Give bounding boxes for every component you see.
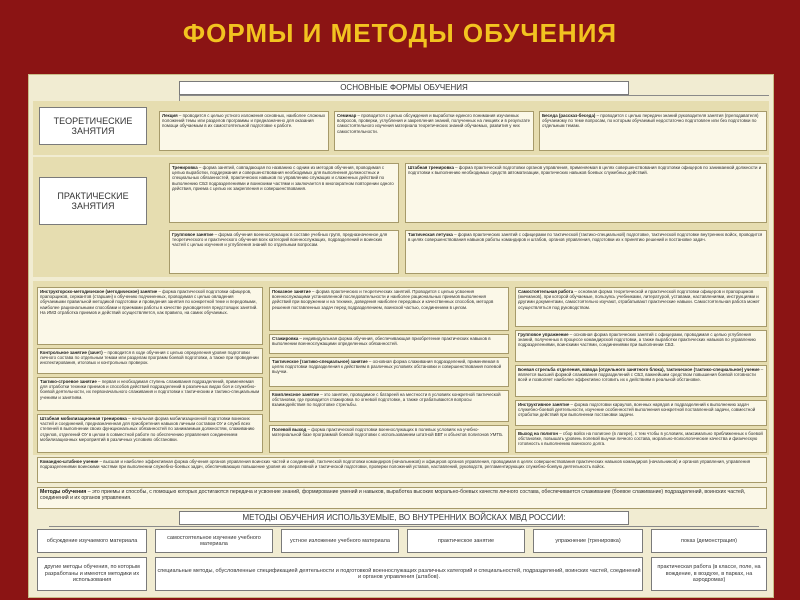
item-title: Тренировка (172, 165, 198, 170)
method-oral: устное изложение учебного материала (281, 529, 399, 553)
connector-line (49, 526, 759, 527)
item-title: Методы обучения (40, 489, 87, 495)
item-text: – форма практической подготовки органов управления, применяемая в целях совершенствования подготовки офицеров по занимаемой должности и подготовки к выполнению необходимых средств автоматизации, практических навыков боевых служебных действий. (408, 165, 762, 176)
item-title: Инструктивное занятие (518, 402, 570, 407)
page-title: ФОРМЫ И МЕТОДЫ ОБУЧЕНИЯ (182, 18, 618, 48)
center-complex (269, 390, 509, 422)
method-practical-work: практическая работа (в классе, поле, на вождение, в воздухе, в парках, на аэродромах) (651, 557, 767, 591)
item-text: – проводится с целью обсуждения и выработки единого понимания изучаемых вопросов, проверки, углубления и закрепления знаний, полученных на лекциях и в результате самостоятельного изучения материала теоретических знаний обучаемых, развития у них самостоятельности. (337, 113, 531, 134)
item-text: – это занятие, проводимое с батареей на местности в условиях конкретной тактической обстановки, где проводится стажировка по огневой подготовке, а также отрабатываются вопросы взаимодействия по подготовке стрельбы. (272, 392, 501, 408)
item-text: – индивидуальная форма обучения, обеспечивающая приобретение практических навыков в выполнении военнослужащими определенных обязанностей. (272, 336, 491, 347)
item-title: Беседа (рассказ-беседа) (542, 113, 596, 118)
item-text: – проводится с целью передачи знаний руководителя занятия (преподавателя) обучаемому по теме вопросам, по которым обучаемый недостаточно подготовлен или без подготовки по отдельным темам. (542, 113, 759, 129)
item-text: – основная форма теоретической и практической подготовки офицеров и прапорщиков (мичманов), при которой обучаемые, пользуясь учебниками, литературой, уставами, наставлениями, инструкциями и другими документами, самостоятельно изучают, отрабатывают практические навыки. Самостоятельная работа может осуществляться под руководством. (518, 289, 760, 310)
center-demo (269, 287, 509, 331)
title-band (0, 0, 800, 72)
center-field-exit (269, 425, 509, 453)
method-discussion: обсуждение изучаемого материала (37, 529, 147, 553)
methods-header: МЕТОДЫ ОБУЧЕНИЯ ИСПОЛЬЗУЕМЫЕ, ВО ВНУТРЕННИХ ВОЙСКАХ МВД РОССИИ: (179, 511, 629, 525)
center-internship (269, 334, 509, 354)
item-title: Контрольное занятие (зачет) (40, 350, 103, 355)
right-group-exercise (515, 330, 767, 362)
theoretical-label: ТЕОРЕТИЧЕСКИЕ ЗАНЯТИЯ (39, 107, 147, 145)
forms-header: ОСНОВНЫЕ ФОРМЫ ОБУЧЕНИЯ (179, 81, 629, 95)
left-tactical-drill (37, 377, 263, 411)
item-title: Показное занятие (272, 289, 311, 294)
connector-line (179, 95, 769, 96)
item-text: – форма практических занятий с офицерами по тактической (тактико-специальной) подготовке, тактической подготовке внутренних войск, проводится в целях совершенствования навыков работы командиров и штабов, органов управления, подготовки их к принятию решений и постановке задач. (408, 232, 763, 243)
item-text: – форма подготовки караулов, военных нарядов и подразделений к выполнению задач служебно-боевой деятельности, изучение особенностей выполнения конкретной поставленной задачи, совместной отработки действий при выполнении постановки задачи. (518, 402, 756, 418)
item-title: Полевой выход (272, 427, 307, 432)
right-instructive (515, 400, 767, 426)
left-mobilization (37, 414, 263, 453)
item-title: Комплексное занятие (272, 392, 320, 397)
item-text: – основная форма практических занятий с офицерами, проводимая с целью углубления знаний, полученных в процессе командирской подготовки, а также выработки практических навыков по управлению подразделениями, воинскими частями, соединениями при выполнении СБЗ. (518, 332, 756, 348)
practical-label: ПРАКТИЧЕСКИЕ ЗАНЯТИЯ (39, 177, 147, 225)
methods-definition (37, 487, 767, 509)
item-title: Стажировка (272, 336, 299, 341)
item-title: Командно-штабное учение (40, 459, 99, 464)
method-exercise: упражнение (тренировка) (533, 529, 643, 553)
item-text: – является высшей формой слаживания подразделений с СБЗ, важнейшим средством повышения боевой готовности всей и позволяет наиболее эффективно готовить их к действиям в реальной обстановке. (518, 367, 764, 383)
item-text: – форма обучения военнослужащих в составе учебных групп, предназначенное для теоретического и практического обучения всех категорий военнослужащих, подразделений и воинских частей с целью изучения и углубления знаний по отдельным вопросам. (172, 232, 388, 248)
center-tactical (269, 357, 509, 387)
item-title: Выход на полигон (518, 431, 559, 436)
method-practical: практическое занятие (407, 529, 525, 553)
command-staff-exercise (37, 457, 767, 483)
item-text: – первая и необходимая ступень слаживания подразделений, применяемая для отработки техники приемов и способов действий подразделений в различных видах боя и служебно-боевой деятельности, их первоначального слаживания и подготовки к тактическим и тактико-специальным учениям и занятиям. (40, 379, 260, 400)
left-imz (37, 287, 263, 345)
practical-group (169, 230, 399, 274)
item-title: Штабная тренировка (408, 165, 454, 170)
item-text: – начальная форма мобилизационной подготовки воинских частей и соединений, предназначенная для приобретения навыков личным составом ОУ и служб всех степеней в выполнении своих функциональных обязанностей по занимаемым должностям, слаживанию отделов, отделений ОУ в целом в совместной работе по обеспечению управления соединением мобилизационных мероприятий в различных условиях обстановки. (40, 416, 255, 442)
practical-staff-training (405, 163, 767, 223)
poster (28, 74, 774, 598)
method-special: специальные методы, обусловленные спецификацией деятельности и подготовкой военнослужащих различных категорий и специальностей, подразделений, воинских частей, соединений и органов управления (штабов). (155, 557, 643, 591)
theory-lecture (159, 111, 329, 151)
theory-talk (539, 111, 767, 151)
item-title: Групповое упражнение (518, 332, 569, 337)
item-title: Тактико-строевое занятие (40, 379, 97, 384)
right-self-study (515, 287, 767, 327)
item-text: – это приемы и способы, с помощью которых достигаются передача и усвоение знаний, формирование умений и навыков, выработка высоких морально-боевых качеств личного состава, обеспечивается слаживание (боевое слаживание) подразделений, воинских частей, соединений и их органов управления. (40, 489, 746, 502)
item-text: – проводится в ходе обучения с целью определения уровня подготовки личного состава по отдельным темам или разделам программ боевой подготовки, а также при проведении инспектирования, итоговых и контрольных проверок. (40, 350, 259, 366)
practical-tactical-quick (405, 230, 767, 274)
item-text: – проводится с целью устного изложения основных, наиболее сложных положений темы или разделов программы и предназначено для оказания помощи обучаемым в их самостоятельной подготовке к работе. (162, 113, 326, 129)
item-text: – высшая и наиболее эффективная форма обучения органов управления воинских частей и соединений, тактической подготовки командиров (начальников) и офицеров органов управления, проводимая в целях совершенствования практических навыков командиров (начальников) и органов управления, управления подразделениями воинскими частями при выполнении служебно-боевых задач, обеспечивающих повышение уровня их оперативной и тактической подготовки, проверки положений уставов, наставлений, руководств, регламентирующих служебно-боевую деятельность войск. (40, 459, 751, 470)
right-range-exit (515, 429, 767, 453)
item-text: – форма практических и теоретических занятий. Проводится с целью усвоения военнослужащими установленной последовательности и наиболее рациональных приемов выполнения действий при вооружении и на технике, доведения наиболее передовых и качественных способов, методов решения поставленных задач перед подразделением, воинской частью, соединением в целом. (272, 289, 494, 310)
item-title: Групповое занятие (172, 232, 214, 237)
method-demo: показ (демонстрация) (651, 529, 767, 553)
method-self-study: самостоятельное изучение учебного материала (155, 529, 273, 553)
item-text: – основная форма слаживания подразделений, применяемая в целях подготовки подразделения к действиям в различных условиях обстановки и совершенствования полевой выучки. (272, 359, 502, 375)
item-title: Тактическая летучка (408, 232, 453, 237)
item-text: – форма практической подготовки военнослужащих в полевых условиях на учебно-материальной базе программой боевой подготовки с использованием штатной ВВТ и объектов полигонов УМТБ. (272, 427, 504, 438)
item-title: Самостоятельная работа (518, 289, 574, 294)
item-title: Инструкторско-методическое (методическое) занятие (40, 289, 158, 294)
method-other: другие методы обучения, по которым разработаны и имеются методики их использования (37, 557, 147, 591)
left-control (37, 348, 263, 374)
item-text: – форма занятий, совпадающая по названию с одним из методов обучения, проводимая с целью выработки, поддержания и совершенствования необходимых для выполнения должностных и специальных обязанностей, практических навыков по управлению служащих и слаженных действий по выполнению СБЗ подразделениями и воинскими частями и заключается в многократном повторении одного действия, приема с целью их закрепления и совершенствования. (172, 165, 394, 191)
item-title: Лекция (162, 113, 178, 118)
right-combat-fire (515, 365, 767, 397)
item-text: – форма практической подготовки офицеров, прапорщиков, сержантов (старшин) к обучению подчиненных, проводимая с целью овладения обучаемыми правильной методикой подготовки и проведения занятия по конкретной теме и передовыми, наиболее рациональными способами и приемами работы в качестве руководителя предстоящих занятий. На ИМЗ отработка приемов и действий осуществляется, как правило, на самих обучаемых. (40, 289, 258, 315)
item-title: Боевая стрельба отделения, взвода (отдельного занятного блока), тактическое (тактико-специальное) учение (518, 367, 760, 372)
item-title: Штабная мобилизационная тренировка (40, 416, 127, 421)
practical-training (169, 163, 399, 223)
item-title: Тактическое (тактико-специальное) занятие (272, 359, 368, 364)
item-text: – сбор войск на полигоне (в лагере), с тем чтобы в условиях, максимально приближенных к боевой обстановке, повышать уровень полевой выучки личного состава, морально-психологические качества и физическую готовность к выполнению воинского долга. (518, 431, 763, 447)
item-title: Семинар (337, 113, 357, 118)
theory-seminar (334, 111, 534, 151)
